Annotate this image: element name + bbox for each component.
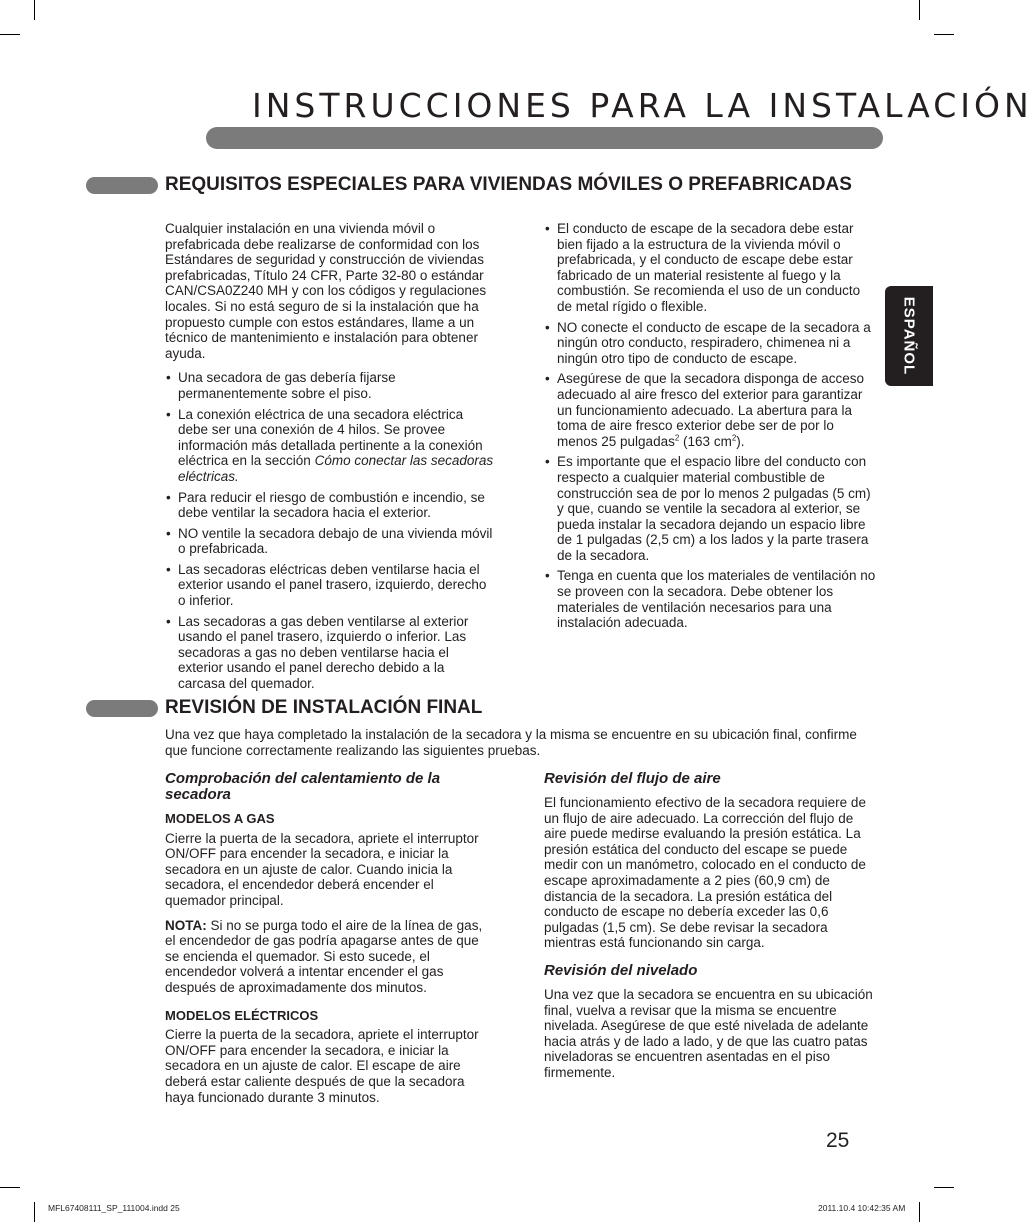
crop-mark xyxy=(934,34,954,35)
section2-right-column xyxy=(544,771,874,1090)
leveling-text: Una vez que la secadora se encuentra en su ubicación final, vuelva a revisar que la misma se encuentre nivelada. Asegúrese de que esté nivelada de adelante hacia atrás y de lado a lado, y de que las cuatro patas niveladoras se encuentren asentadas en el piso firmemente. xyxy=(544,986,873,1080)
list-item-text: Asegúrese de que la secadora disponga de acceso adecuado al aire fresco del exterior para garantizar un funcionamiento adecuado. La abertura para la toma de aire fresco exterior debe ser de por lo menos 25 pulgadas xyxy=(557,371,864,449)
airflow-title: Revisión del flujo de aire xyxy=(544,770,721,787)
list-item: • NO ventile la secadora debajo de una vivienda móvil o prefabricada. xyxy=(165,526,495,557)
note-paragraph xyxy=(165,918,495,996)
list-item: • Para reducir el riesgo de combustión e incendio, se debe ventilar la secadora hacia el exterior. xyxy=(165,490,495,521)
language-tab-label: ESPAÑOL xyxy=(900,296,918,376)
electric-models-text: Cierre la puerta de la secadora, apriete el interruptor ON/OFF para encender la secadora, e iniciar la secadora en un ajuste de calor. El escape de aire deberá estar caliente después de que la secadora haya funcionado durante 3 minutos. xyxy=(165,1027,479,1105)
cross-reference: Cómo conectar las secadoras eléctricas. xyxy=(178,453,494,484)
crop-mark xyxy=(919,0,920,20)
section1-right-list xyxy=(544,221,876,631)
note-text: Si no se purga todo el aire de la línea de gas, el encendedor de gas podría apagarse antes de que se encienda el quemador. Si esto sucede, el encendedor volverá a intentar encender el gas después de aproximadamente dos minutos. xyxy=(165,917,483,995)
note-label: NOTA: xyxy=(165,917,207,933)
section-marker xyxy=(86,177,158,194)
crop-mark xyxy=(0,1187,20,1188)
list-item: • Las secadoras eléctricas deben ventilarse hacia el exterior usando el panel trasero, izquierdo, derecho o inferior. xyxy=(165,562,495,609)
leveling-title: Revisión del nivelado xyxy=(544,961,698,979)
list-item: • Tenga en cuenta que los materiales de ventilación no se proveen con la secadora. Debe obtener los materiales de ventilación necesarios para una instalación adecuada. xyxy=(544,568,876,630)
superscript: 2 xyxy=(674,433,680,443)
crop-mark xyxy=(934,1187,954,1188)
heat-check-title: Comprobación del calentamiento de la secadora xyxy=(165,770,441,803)
list-item-text: (163 cm xyxy=(679,433,732,449)
list-item-text: ). xyxy=(736,433,745,449)
list-item: • El conducto de escape de la secadora debe estar bien fijado a la estructura de la vivienda móvil o prefabricada, y el conducto de escape debe estar fabricado de un material resistente al fuego y la combustión. Se recomienda el uso de un conducto de metal rígido o flexible. xyxy=(544,221,876,315)
list-item: • Una secadora de gas debería fijarse permanentemente sobre el piso. xyxy=(165,370,495,401)
page-title: INSTRUCCIONES PARA LA INSTALACIÓN xyxy=(252,86,1033,125)
list-item xyxy=(165,407,495,485)
footer-timestamp: 2011.10.4 10:42:35 AM xyxy=(818,1203,906,1213)
crop-mark xyxy=(34,1202,35,1222)
section1-intro: Cualquier instalación en una vivienda móvil o prefabricada debe realizarse de conformidad con los Estándares de seguridad y construcción de viviendas prefabricadas, Título 24 CFR, Parte 32-80 o estándar CAN/CSA0Z240 MH y con los códigos y regulaciones locales. Si no está seguro de si la instalación que ha propuesto cumple con estos estándares, llame a un técnico de mantenimiento e instalación para obtener ayuda. xyxy=(165,221,487,361)
section-marker xyxy=(86,700,158,717)
list-item: • Es importante que el espacio libre del conducto con respecto a cualquier material combustible de construcción sea de por lo menos 2 pulgadas (5 cm) y que, cuando se ventile la secadora al exterior, se pueda instalar la secadora dejando un espacio libre de 1 pulgadas (2,5 cm) a los lados y la parte trasera de la secadora. xyxy=(544,454,876,563)
language-tab xyxy=(885,286,933,386)
airflow-text: El funcionamiento efectivo de la secadora requiere de un flujo de aire adecuado. La corrección del flujo de aire puede medirse evaluando la presión estática. La presión estática del conducto del escape se puede medir con un manómetro, colocado en el conducto de escape aproximadamente a 2 pies (60,9 cm) de distancia de la secadora. La presión estática del conducto de escape no debería exceder las 0,6 pulgadas (1,5 cm). Se debe revisar la secadora mientras está funcionando sin carga. xyxy=(544,795,866,951)
section2-intro: Una vez que haya completado la instalación de la secadora y la misma se encuentre en su ubicación final, confirme que funcione correctamente realizando las siguientes pruebas. xyxy=(165,727,857,758)
list-item-text: La conexión eléctrica de una secadora eléctrica debe ser una conexión de 4 hilos. Se provee información más detallada pertinente a la conexión eléctrica en la sección xyxy=(178,406,483,469)
gas-models-text: Cierre la puerta de la secadora, apriete el interruptor ON/OFF para encender la secadora, e iniciar la secadora en un ajuste de calor. Cuando inicia la secadora, el encendedor deberá encender el quemador principal. xyxy=(165,830,479,908)
section-heading-final-check: REVISIÓN DE INSTALACIÓN FINAL xyxy=(165,697,483,718)
crop-mark xyxy=(0,34,20,35)
title-bar xyxy=(206,127,883,149)
crop-mark xyxy=(919,1202,920,1222)
list-item: • NO conecte el conducto de escape de la secadora a ningún otro conducto, respiradero, chimenea ni a ningún otro tipo de conducto de escape. xyxy=(544,320,876,367)
section1-left-column xyxy=(165,221,495,697)
electric-models-label: MODELOS ELÉCTRICOS xyxy=(165,1007,319,1023)
superscript: 2 xyxy=(731,433,737,443)
section-heading-mobile-homes: REQUISITOS ESPECIALES PARA VIVIENDAS MÓVILES O PREFABRICADAS xyxy=(165,174,852,195)
crop-mark xyxy=(34,0,35,20)
list-item: • Las secadoras a gas deben ventilarse al exterior usando el panel trasero, izquierdo o inferior. Las secadoras a gas no deben ventilarse hacia el exterior usando el panel derecho debido a la carcasa del quemador. xyxy=(165,614,495,692)
section2-left-column xyxy=(165,771,495,1114)
list-item xyxy=(544,371,876,449)
gas-models-label: MODELOS A GAS xyxy=(165,811,275,826)
page-number: 25 xyxy=(826,1129,850,1152)
section1-left-list xyxy=(165,370,495,691)
section1-right-column xyxy=(544,221,876,636)
footer-filename: MFL67408111_SP_111004.indd 25 xyxy=(48,1203,180,1213)
